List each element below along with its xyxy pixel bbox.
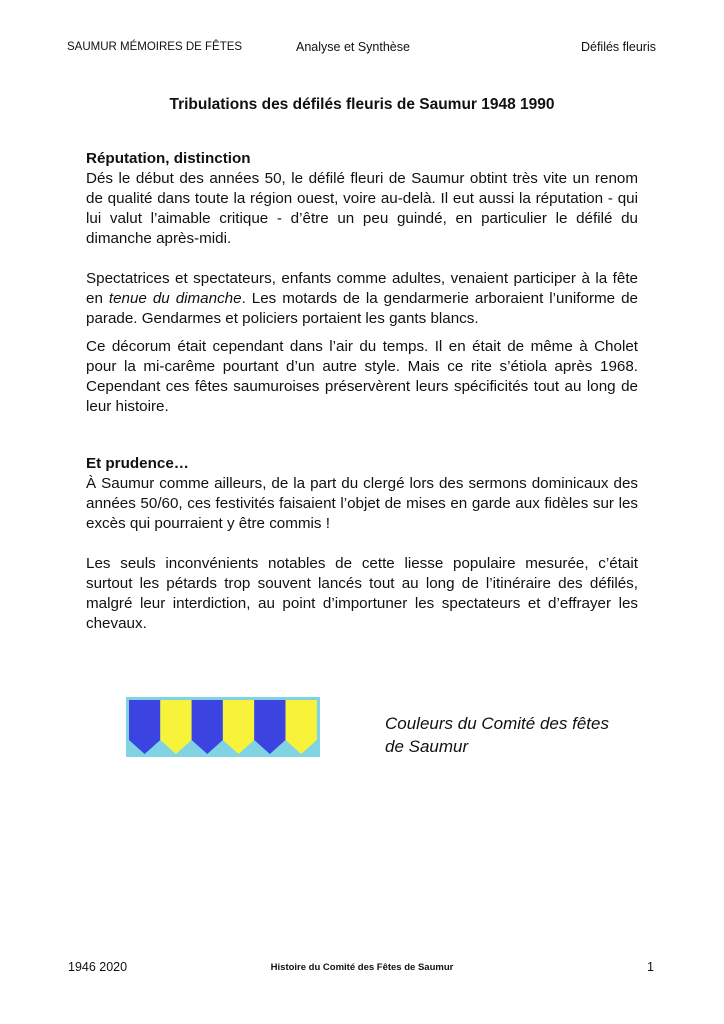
pennant-yellow <box>223 700 254 754</box>
document-title: Tribulations des défilés fleuris de Saumur 1948 1990 <box>169 96 555 113</box>
section-prudence <box>86 454 638 634</box>
section-reputation <box>86 149 638 417</box>
paragraph <box>86 269 638 329</box>
committee-colors-flag <box>126 697 320 757</box>
header-center-title: Analyse et Synthèse <box>296 40 410 54</box>
pennant-blue <box>192 700 223 754</box>
pennant-yellow <box>160 700 191 754</box>
caption-line: de Saumur <box>385 737 469 756</box>
caption-line: Couleurs du Comité des fêtes <box>385 714 609 733</box>
footer-center-title: Histoire du Comité des Fêtes de Saumur <box>270 962 454 973</box>
header-left-title: SAUMUR MÉMOIRES DE FÊTES <box>67 41 243 53</box>
pennant-yellow <box>286 700 317 754</box>
figure-caption <box>385 712 609 758</box>
paragraph-text: . Les motards de la gendarmerie arboraient l’uniforme de parade. Gendarmes et policiers portaient les gants blancs. <box>86 290 638 327</box>
pennant-banner-graphic <box>126 697 320 757</box>
page-number: 1 <box>647 960 654 974</box>
italic-phrase: tenue du dimanche <box>108 290 242 307</box>
section-heading: Et prudence… <box>86 455 189 472</box>
header-right-title: Défilés fleuris <box>580 40 656 54</box>
paragraph: À Saumur comme ailleurs, de la part du clergé lors des sermons dominicaux des années 50/60, ces festivités faisaient l’objet de mises en garde aux fidèles sur les excès qui pourraient y être commis ! <box>86 475 638 532</box>
footer-left-years: 1946 2020 <box>68 960 128 974</box>
paragraph: Dés le début des années 50, le défilé fleuri de Saumur obtint très vite un renom de qualité dans toute la région ouest, voire au-delà. Il eut aussi la réputation - qui lui valut l’aimable critique - d’être un peu guindé, en particulier le défilé du dimanche après-midi. <box>86 170 638 247</box>
pennant-blue <box>254 700 285 754</box>
paragraph: Les seuls inconvénients notables de cette liesse populaire mesurée, c’était surtout les pétards trop souvent lancés tout au long de l’itinéraire des défilés, malgré leur interdiction, au point d’importuner les spectateurs et d’effrayer les chevaux. <box>86 555 638 632</box>
paragraph: Ce décorum était cependant dans l’air du temps. Il en était de même à Cholet pour la mi-carême pourtant d’un autre style. Mais ce rite s’étiola après 1968. Cependant ces fêtes saumuroises préservèrent leurs spécificités tout au long de leur histoire. <box>86 338 638 415</box>
pennant-blue <box>129 700 160 754</box>
paragraph-text: Spectatrices et spectateurs, enfants comme adultes, venaient participer à la fête en <box>86 270 638 307</box>
section-heading: Réputation, distinction <box>86 150 251 167</box>
